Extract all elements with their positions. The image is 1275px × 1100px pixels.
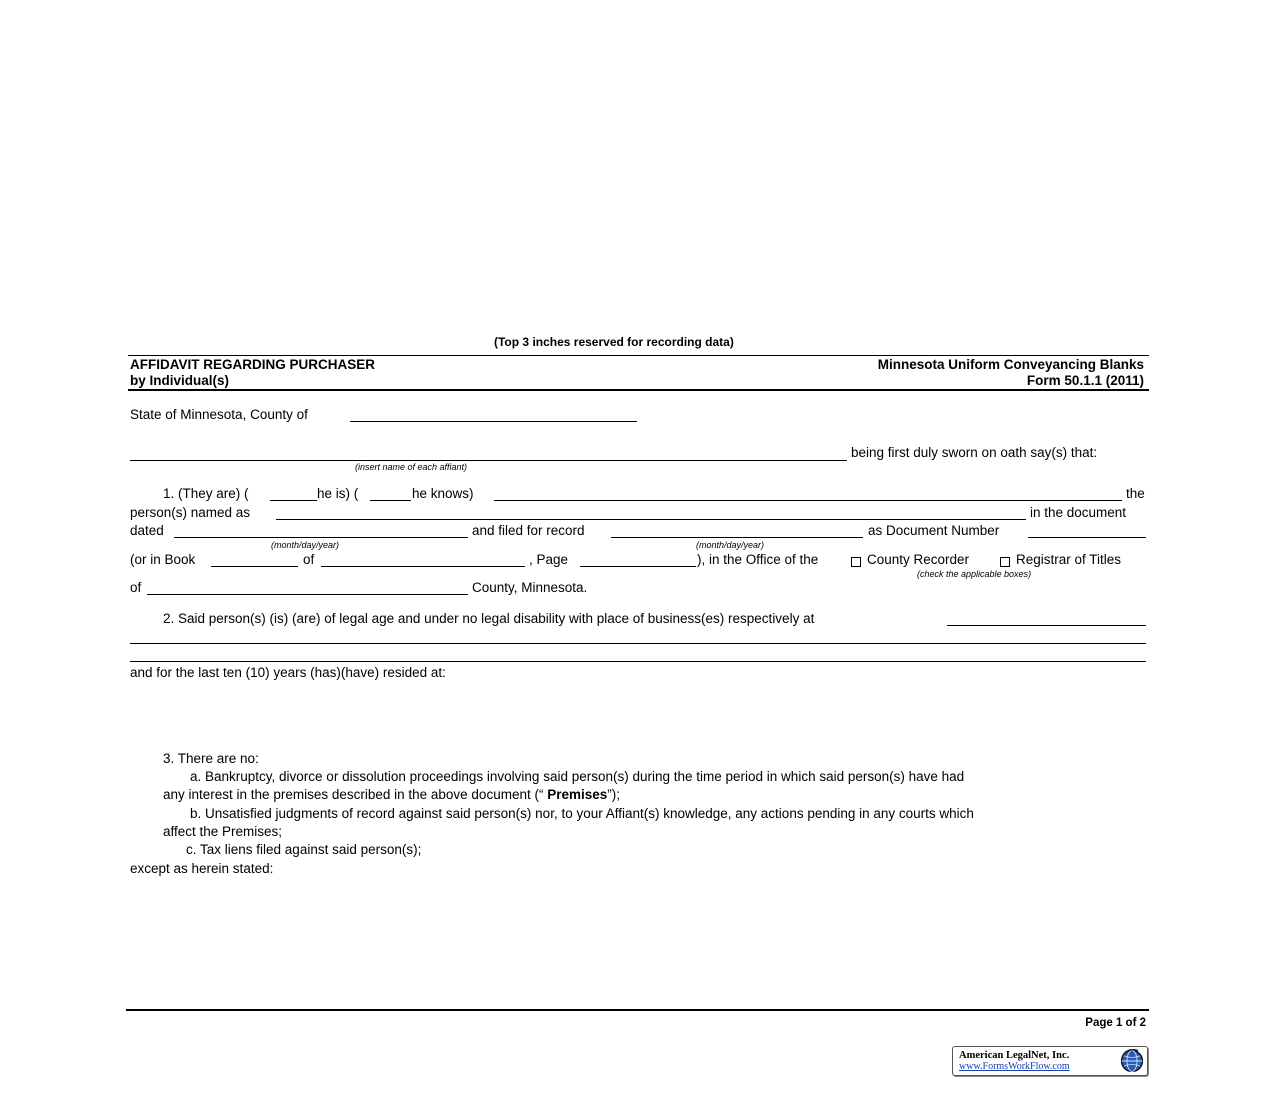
book-of-field[interactable] <box>321 566 525 567</box>
page-label: , Page <box>529 552 569 567</box>
sworn-statement: being first duly sworn on oath say(s) that: <box>851 445 1098 460</box>
recorder-county-field[interactable] <box>147 594 468 595</box>
filed-label: and filed for record <box>472 523 585 538</box>
book-field[interactable] <box>211 566 298 567</box>
business-address-field[interactable] <box>947 625 1146 626</box>
form-subtitle: by Individual(s) <box>130 373 230 388</box>
american-legalnet-logo[interactable] <box>952 1046 1148 1076</box>
the-label: the <box>1126 486 1145 501</box>
para3-b-line1: b. Unsatisfied judgments of record against said person(s) nor, to your Affiant(s) knowledge, any actions pending in any courts which <box>190 806 974 821</box>
form-series: Minnesota Uniform Conveyancing Blanks <box>877 357 1144 372</box>
they-are-blank[interactable] <box>270 500 317 501</box>
doc-number-label: as Document Number <box>868 523 1000 538</box>
dated-label: dated <box>130 523 164 538</box>
filed-caption: (month/day/year) <box>696 540 765 550</box>
check-caption: (check the applicable boxes) <box>917 569 1032 579</box>
header-top-rule <box>128 355 1149 356</box>
page-number: Page 1 of 2 <box>1085 1017 1146 1029</box>
header-bottom-rule <box>128 389 1149 391</box>
he-is-label: he is) ( <box>317 486 359 501</box>
business-address-line2[interactable] <box>130 643 1146 644</box>
filed-date-field[interactable] <box>611 537 863 538</box>
dated-field[interactable] <box>174 537 468 538</box>
para3-c-line: c. Tax liens filed against said person(s); <box>186 842 422 857</box>
county-recorder-checkbox[interactable] <box>851 557 861 567</box>
he-is-blank[interactable] <box>370 500 411 501</box>
para3-lead: 3. There are no: <box>163 751 259 766</box>
para2-text: 2. Said person(s) (is) (are) of legal age and under no legal disability with place of business(es) respectively at <box>163 611 815 626</box>
in-document-label: in the document <box>1030 505 1127 520</box>
county-field[interactable] <box>350 421 637 422</box>
registrar-checkbox[interactable] <box>1000 557 1010 567</box>
logo-url[interactable]: www.FormsWorkFlow.com <box>959 1061 1070 1072</box>
he-knows-label: he knows) <box>412 486 474 501</box>
para3-b-line2: affect the Premises; <box>163 824 283 839</box>
registrar-label: Registrar of Titles <box>1016 552 1122 567</box>
county-mn-label: County, Minnesota. <box>472 580 588 595</box>
named-as-field[interactable] <box>276 519 1026 520</box>
recording-reserved-note: (Top 3 inches reserved for recording data) <box>494 335 734 349</box>
venue-label: State of Minnesota, County of <box>130 407 308 422</box>
para1-lead: 1. (They are) ( <box>163 486 249 501</box>
page-field[interactable] <box>580 566 696 567</box>
known-persons-field[interactable] <box>494 500 1122 501</box>
affiant-name-field[interactable] <box>130 460 847 461</box>
para3-a-pre: any interest in the premises described in the above document (“ <box>163 787 548 802</box>
affiant-caption: (insert name of each affiant) <box>355 462 468 472</box>
logo-company: American LegalNet, Inc. <box>959 1050 1070 1061</box>
para3-a-post: ”); <box>607 787 620 802</box>
dated-caption: (month/day/year) <box>271 540 340 550</box>
county-recorder-label: County Recorder <box>867 552 970 567</box>
doc-number-field[interactable] <box>1028 537 1146 538</box>
resided-label: and for the last ten (10) years (has)(have) resided at: <box>130 665 446 680</box>
office-label: ), in the Office of the <box>697 552 819 567</box>
of-county-label: of <box>130 580 142 595</box>
para3-a-line1: a. Bankruptcy, divorce or dissolution proceedings involving said person(s) during the time period in which said person(s) have had <box>190 769 965 784</box>
business-address-line3[interactable] <box>130 661 1146 662</box>
globe-icon <box>1120 1049 1144 1073</box>
form-title: AFFIDAVIT REGARDING PURCHASER <box>130 357 376 372</box>
premises-term: Premises <box>547 787 608 802</box>
form-number: Form 50.1.1 (2011) <box>1026 373 1144 388</box>
para3-a-line2 <box>163 787 620 803</box>
named-as-label: person(s) named as <box>130 505 251 520</box>
of-label: of <box>303 552 315 567</box>
except-label: except as herein stated: <box>130 861 274 876</box>
footer-rule <box>126 1009 1149 1011</box>
book-label: (or in Book <box>130 552 196 567</box>
